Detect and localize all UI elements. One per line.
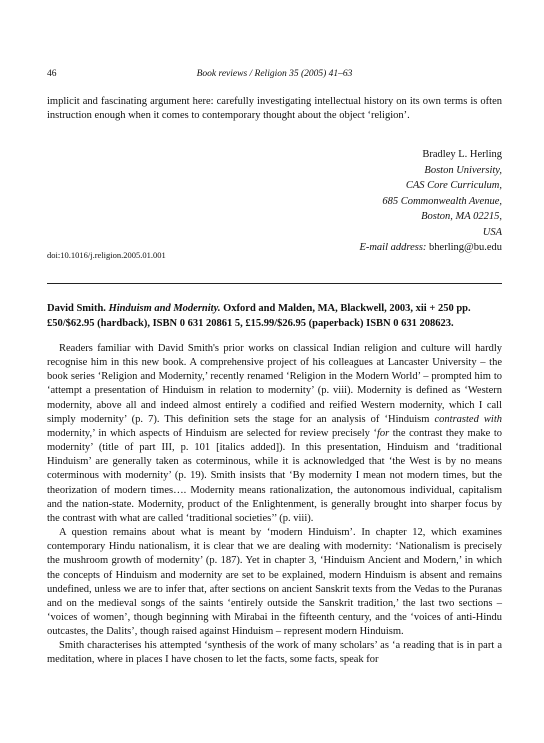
reviewer-email-line <box>359 240 502 256</box>
p1-emphasis-1: contrasted with <box>434 413 503 425</box>
reviewer-department: CAS Core Curriculum, <box>405 180 502 191</box>
reviewer-affiliation: Boston University, <box>424 164 502 176</box>
review-book-title: Hinduism and Modernity. <box>108 303 221 314</box>
body-paragraph-3: Smith characterises his attempted ‘synthesis of the work of many scholars’ as ‘a reading that is in part a meditation, where in places I have chosen to let the facts, some facts, speak for <box>47 640 502 666</box>
body-paragraph-2: A question remains about what is meant by ‘modern Hinduism’. In chapter 12, which examines contemporary Hindu nationalism, it is clear that we are dealing with modernity: ‘Nationalism is precisely the mushroom growth of modernity’ (p. 187). Yet in chapter 3, ‘Hinduism Ancient and Modern,’ in which the concepts of Hinduism and modernity are set to be explained, modern Hinduism is absent and remains undefined, unless we are to infer that, after sections on ancient Sanskrit texts from the Vedas to the Puranas and on the medieval songs of the saints ‘entirely outside the Sanskrit tradition,’ the last two sections – ‘voices of women’, though beginning with Mirabai in the fifteenth century, and the ‘voices of anti-Hindu outcastes, the Dalits’, though raised against Hinduism – represent modern Hinduism. <box>47 527 502 638</box>
doi: doi:10.1016/j.religion.2005.01.001 <box>47 250 166 260</box>
page-number: 46 <box>47 69 57 79</box>
body-paragraph-1 <box>47 342 502 526</box>
reviewer-country: USA <box>482 226 502 238</box>
reviewer-name: Bradley L. Herling <box>422 149 502 160</box>
email-label: E-mail address: <box>359 242 427 253</box>
p1-text-a: Readers familiar with David Smith's prior works on classical Indian religion and culture will hardly recognise him in this new book. A comprehensive project of his colleagues at Lancaster University – the book series ‘Religion and Modernity,’ recently renamed ‘Religion in the Modern World’ – prompted him to ‘attempt a presentation of Hinduism in relation to modernity’ (p. viii). Modernity is defined as ‘Western modernity, above all and indeed almost entirely a codified and reified Western modernity, which I call simply modernity’ (p. 7). This definition sets the stage for an analysis of ‘Hinduism <box>47 343 502 425</box>
running-title: Book reviews / Religion 35 (2005) 41–63 <box>196 69 353 79</box>
review-author: David Smith. <box>47 303 106 314</box>
email-link[interactable]: bherling@bu.edu <box>429 242 502 253</box>
p1-emphasis-2: for <box>376 427 390 439</box>
section-divider <box>47 283 502 284</box>
reviewer-signature <box>359 147 502 256</box>
review-heading <box>47 301 502 331</box>
review-body <box>47 342 502 668</box>
p1-text-b: modernity,’ in which aspects of Hinduism are selected for review precisely ‘ <box>47 427 377 439</box>
p1-text-c: the contrast they make to modernity’ (title of part III, p. 101 [italics added]). In this presentation, Hinduism and ‘traditional Hinduism’ are generally taken as coterminous, while it is acknowledged that ‘the West is by no means coterminous with modernity’ (p. 19). Smith insists that ‘By modernity I mean not modern times, but the theorization of modern times…. Modernity means rationalization, the autonomous individual, capitalism and the nation-state. Modernity, product of the Enlightenment, is generally brought into sharper focus by the contrast with what are called ‘traditional societies’’ (p. viii). <box>47 427 502 524</box>
reviewer-street: 685 Commonwealth Avenue, <box>382 195 502 207</box>
page-header <box>47 69 502 83</box>
reviewer-city: Boston, MA 02215, <box>421 211 502 222</box>
continuation-paragraph: implicit and fascinating argument here: carefully investigating intellectual history on its own terms is often instruction enough when it comes to contemporary thought about the object ‘religion’. <box>47 96 502 121</box>
review-publication: Oxford and Malden, MA, Blackwell, 2003, xii + 250 pp. £50/$62.95 (hardback), ISBN 0 631 20861 5, £15.99/$26.95 (paperback) ISBN 0 631 208623. <box>47 303 471 329</box>
